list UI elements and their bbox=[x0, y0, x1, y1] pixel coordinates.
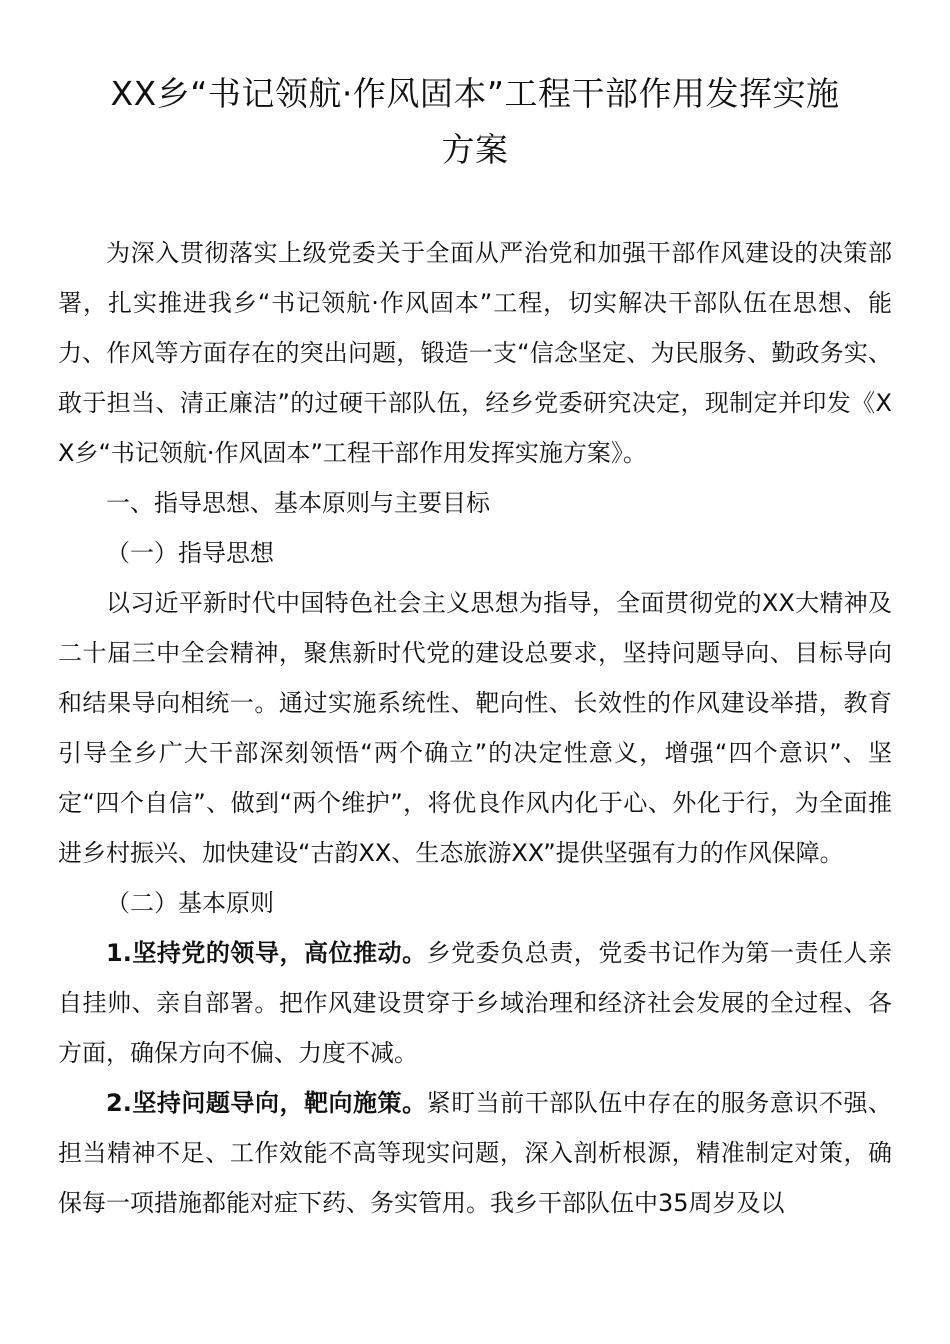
guiding-ideology-paragraph: 以习近平新时代中国特色社会主义思想为指导，全面贯彻党的XX大精神及二十届三中全会精神，聚焦新时代党的建设总要求，坚持问题导向、目标导向和结果导向相统一。通过实施系统性、靶向性、长效性的作风建设举措，教育引导全乡广大干部深刻领悟“两个确立”的决定性意义，增强“四个意识”、坚定“四个自信”、做到“两个维护”，将优良作风内化于心、外化于行，为全面推进乡村振兴、加快建设“古韵XX、生态旅游XX”提供坚强有力的作风保障。 bbox=[58, 589, 892, 867]
document-body bbox=[58, 228, 892, 1228]
principle-2-paragraph bbox=[58, 1078, 892, 1228]
principle-1-text: 乡党委负总责，党委书记作为第一责任人亲自挂帅、亲自部署。把作风建设贯穿于乡域治理和经济社会发展的全过程、各方面，确保方向不偏、力度不减。 bbox=[58, 939, 892, 1067]
principle-2-lead: 2.坚持问题导向，靶向施策。 bbox=[106, 1089, 427, 1117]
title-line-1: XX乡“书记领航·作风固本”工程干部作用发挥实施 bbox=[110, 74, 840, 113]
principle-1-lead: 1.坚持党的领导，高位推动。 bbox=[106, 939, 427, 967]
principle-2-text: 紧盯当前干部队伍中存在的服务意识不强、担当精神不足、工作效能不高等现实问题，深入剖析根源，精准制定对策，确保每一项措施都能对症下药、务实管用。我乡干部队伍中35周岁及以 bbox=[58, 1089, 892, 1217]
subsection-2-heading: （二）基本原则 bbox=[106, 889, 274, 917]
subsection-1-heading: （一）指导思想 bbox=[106, 539, 274, 567]
title-line-2: 方案 bbox=[441, 130, 509, 169]
intro-paragraph: 为深入贯彻落实上级党委关于全面从严治党和加强干部作风建设的决策部署，扎实推进我乡“书记领航·作风固本”工程，切实解决干部队伍在思想、能力、作风等方面存在的突出问题，锻造一支“信念坚定、为民服务、勤政务实、敢于担当、清正廉洁”的过硬干部队伍，经乡党委研究决定，现制定并印发《XX乡“书记领航·作风固本”工程干部作用发挥实施方案》。 bbox=[58, 239, 892, 467]
principle-1-paragraph bbox=[58, 928, 892, 1078]
section-1-heading: 一、指导思想、基本原则与主要目标 bbox=[106, 489, 490, 517]
document-title bbox=[58, 66, 892, 178]
